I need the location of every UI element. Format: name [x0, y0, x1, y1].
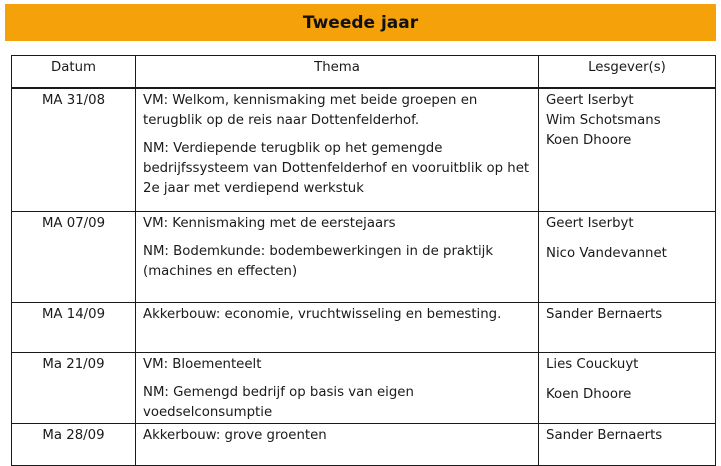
table-row: [12, 303, 716, 353]
table-header-row: [12, 56, 716, 89]
teacher-name: Sander Bernaerts: [546, 428, 663, 443]
row-date: MA 07/09: [12, 212, 136, 303]
theme-full-day: Akkerbouw: economie, vruchtwisseling en bemesting.: [143, 307, 502, 322]
theme-morning: VM: Bloementeelt: [143, 357, 262, 372]
theme-morning: VM: Kennismaking met de eerstejaars: [143, 216, 396, 231]
theme-afternoon: NM: Bodemkunde: bodembewerkingen in de praktijk (machines en effecten): [143, 244, 494, 279]
row-date: Ma 21/09: [12, 353, 136, 424]
teacher-name: Nico Vandevannet: [546, 246, 667, 261]
row-date: MA 31/08: [12, 88, 136, 212]
teacher-name: Koen Dhoore: [546, 133, 632, 148]
row-teachers: [539, 424, 716, 466]
theme-morning: VM: Welkom, kennismaking met beide groepen en terugblik op de reis naar Dottenfelderhof.: [143, 93, 478, 128]
banner-title: Tweede jaar: [302, 12, 419, 33]
row-teachers: [539, 88, 716, 212]
title-banner: [5, 4, 716, 41]
table-row: [12, 212, 716, 303]
teacher-name: Sander Bernaerts: [546, 307, 663, 322]
teacher-name: Geert Iserbyt: [546, 216, 634, 231]
row-theme: [136, 88, 539, 212]
theme-afternoon: NM: Gemengd bedrijf op basis van eigen voedselconsumptie: [143, 385, 414, 420]
teacher-name: Koen Dhoore: [546, 387, 632, 402]
teacher-name: Wim Schotsmans: [546, 113, 661, 128]
schedule-table: [11, 55, 716, 466]
row-teachers: [539, 353, 716, 424]
teacher-spacer: [546, 375, 708, 385]
header-date: Datum: [12, 56, 136, 89]
teacher-name: Geert Iserbyt: [546, 93, 634, 108]
teacher-name: Lies Couckuyt: [546, 357, 639, 372]
theme-full-day: Akkerbouw: grove groenten: [143, 428, 327, 443]
header-teachers: Lesgever(s): [539, 56, 716, 89]
row-teachers: [539, 303, 716, 353]
row-theme: [136, 424, 539, 466]
row-date: Ma 28/09: [12, 424, 136, 466]
row-teachers: [539, 212, 716, 303]
table-row: [12, 353, 716, 424]
table-row: [12, 88, 716, 212]
row-date: MA 14/09: [12, 303, 136, 353]
row-theme: [136, 212, 539, 303]
header-theme: Thema: [136, 56, 539, 89]
row-theme: [136, 353, 539, 424]
row-theme: [136, 303, 539, 353]
teacher-spacer: [546, 234, 708, 244]
theme-afternoon: NM: Verdiepende terugblik op het gemengde bedrijfssysteem van Dottenfelderhof en vooruitblik op het 2e jaar met verdiepend werkstuk: [143, 141, 530, 196]
table-row: [12, 424, 716, 466]
